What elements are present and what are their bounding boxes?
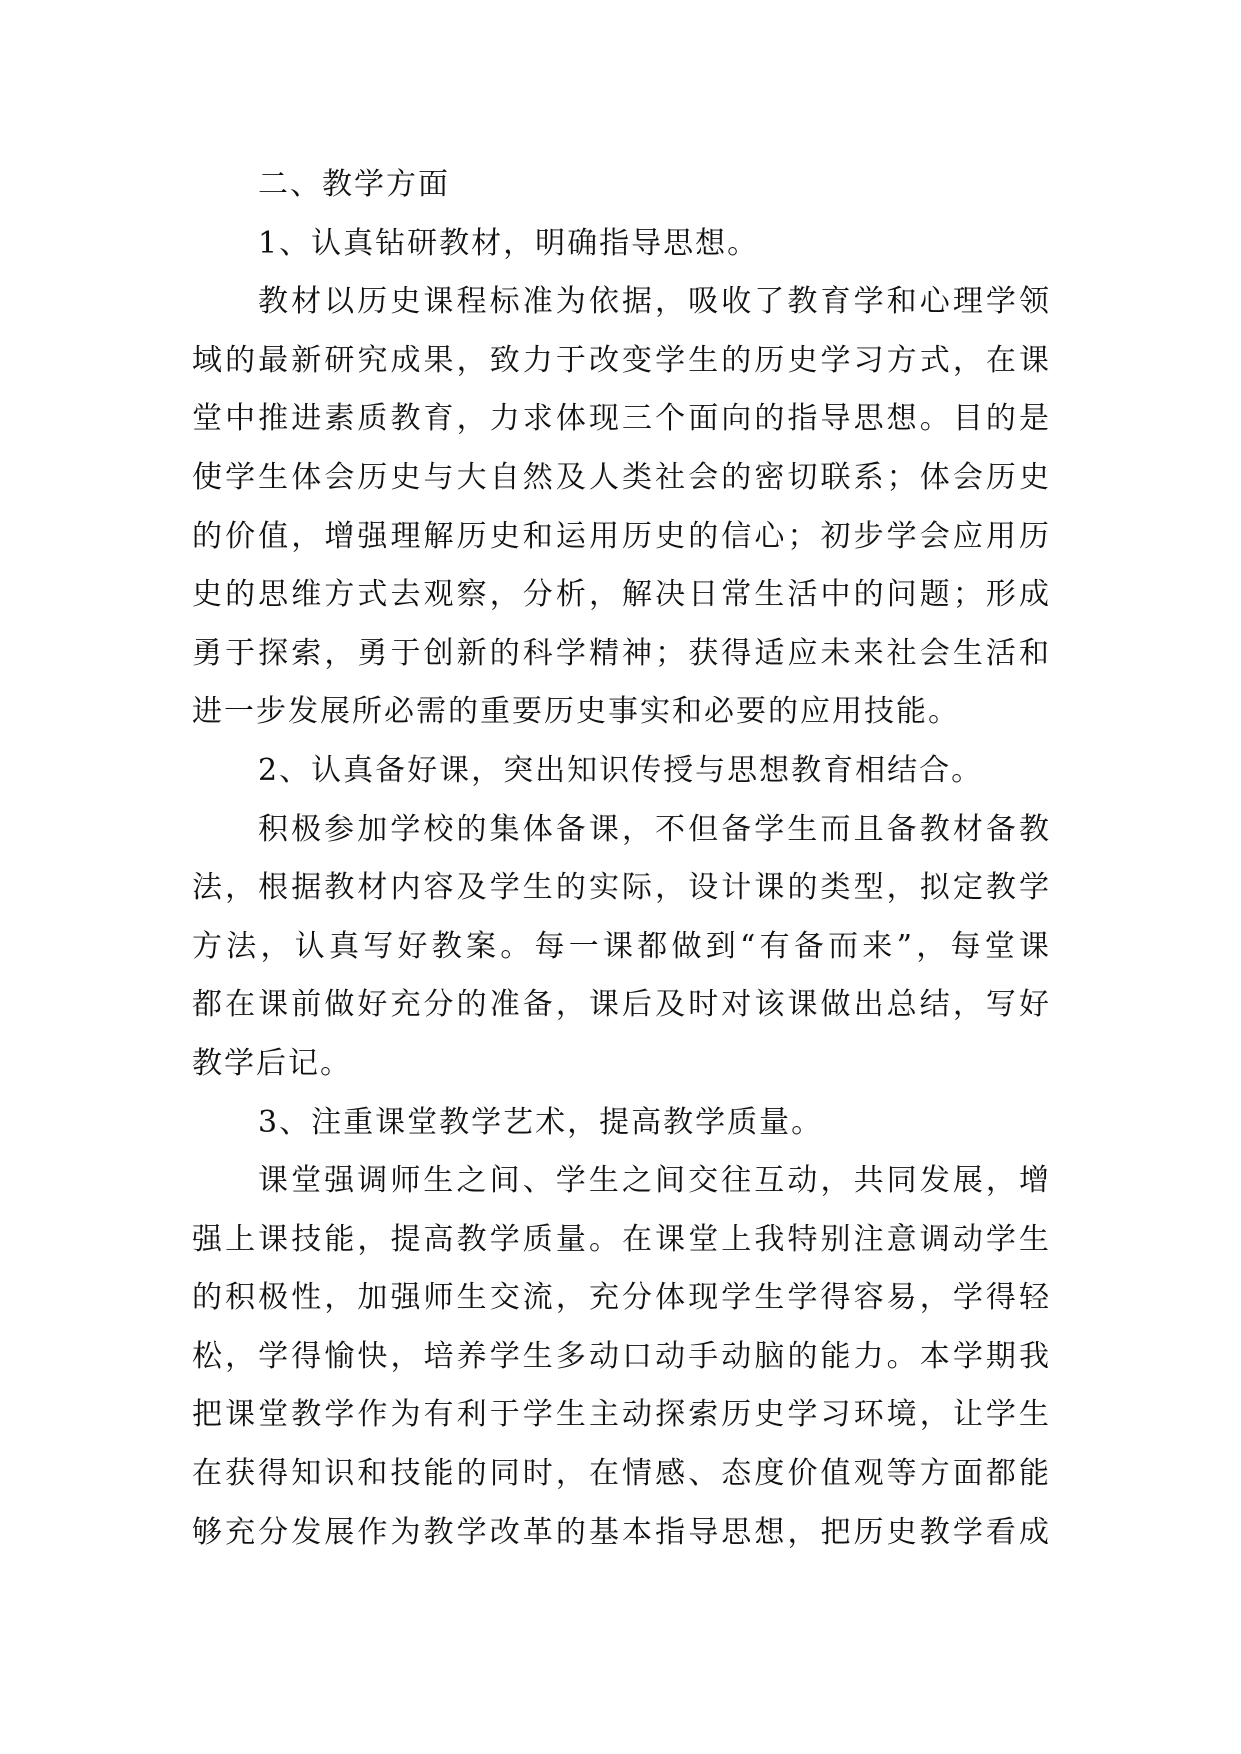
paragraph-line: 的积极性，加强师生交流，充分体现学生学得容易，学得轻 (192, 1280, 1051, 1316)
paragraph-line: 都在课前做好充分的准备，课后及时对该课做出总结，写好 (192, 987, 1051, 1023)
paragraph-line: 史的思维方式去观察，分析，解决日常生活中的问题；形成 (192, 577, 1051, 613)
subsection-heading: 2、认真备好课，突出知识传授与思想教育相结合。 (258, 752, 984, 788)
section-heading-paragraph (192, 156, 1051, 215)
paragraph-line: 教学后记。 (192, 1045, 352, 1081)
document-body (192, 156, 1051, 1562)
subsection-heading-paragraph (192, 742, 1051, 801)
paragraph-line: 积极参加学校的集体备课，不但备学生而且备教材备教 (258, 811, 1051, 847)
body-paragraph (192, 1152, 1051, 1562)
paragraph-line: 方法，认真写好教案。每一课都做到“有备而来”，每堂课 (192, 928, 1051, 964)
paragraph-line: 的价值，增强理解历史和运用历史的信心；初步学会应用历 (192, 518, 1051, 554)
paragraph-line: 松，学得愉快，培养学生多动口动手动脑的能力。本学期我 (192, 1338, 1051, 1374)
subsection-heading: 3、注重课堂教学艺术，提高教学质量。 (258, 1104, 824, 1140)
paragraph-line: 在获得知识和技能的同时，在情感、态度价值观等方面都能 (192, 1456, 1051, 1492)
paragraph-line: 课堂强调师生之间、学生之间交往互动，共同发展，增 (258, 1163, 1051, 1199)
paragraph-line: 使学生体会历史与大自然及人类社会的密切联系；体会历史 (192, 459, 1051, 495)
paragraph-line: 进一步发展所必需的重要历史事实和必要的应用技能。 (192, 694, 960, 730)
section-heading: 二、教学方面 (258, 167, 450, 202)
subsection-heading-paragraph (192, 1094, 1051, 1153)
subsection-heading: 1、认真钻研教材，明确指导思想。 (258, 225, 760, 261)
paragraph-line: 域的最新研究成果，致力于改变学生的历史学习方式，在课 (192, 342, 1051, 378)
paragraph-line: 教材以历史课程标准为依据，吸收了教育学和心理学领 (258, 284, 1051, 320)
paragraph-line: 法，根据教材内容及学生的实际，设计课的类型，拟定教学 (192, 870, 1051, 906)
subsection-heading-paragraph (192, 215, 1051, 274)
paragraph-line: 勇于探索，勇于创新的科学精神；获得适应未来社会生活和 (192, 635, 1051, 671)
paragraph-line: 强上课技能，提高教学质量。在课堂上我特别注意调动学生 (192, 1221, 1051, 1257)
body-paragraph (192, 273, 1051, 742)
paragraph-line: 够充分发展作为教学改革的基本指导思想，把历史教学看成 (192, 1514, 1051, 1550)
paragraph-line: 把课堂教学作为有利于学生主动探索历史学习环境，让学生 (192, 1397, 1051, 1433)
paragraph-line: 堂中推进素质教育，力求体现三个面向的指导思想。目的是 (192, 401, 1051, 437)
body-paragraph (192, 801, 1051, 1094)
